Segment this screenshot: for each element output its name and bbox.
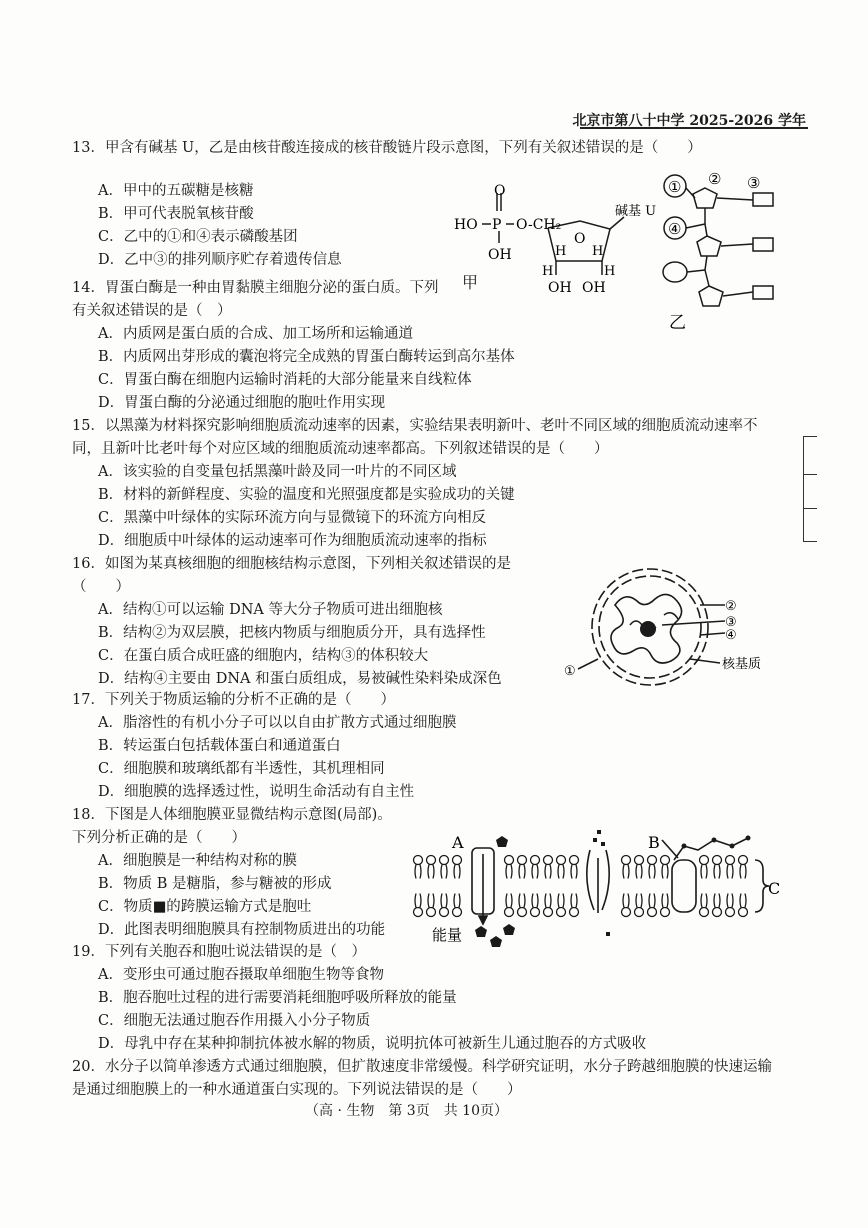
option-b: B．内质网出芽形成的囊泡将完全成熟的胃蛋白酶转运到高尔基体 — [98, 349, 515, 365]
option-a: A．变形虫可通过胞吞摄取单细胞生物等食物 — [98, 967, 384, 983]
marker-2: ② — [708, 170, 722, 188]
phospholipid-head — [648, 908, 657, 917]
phospholipid-tail — [532, 865, 538, 879]
option-a: A．该实验的自变量包括黑藻叶龄及同一叶片的不同区域 — [98, 464, 457, 480]
question-stem: 18．下图是人体细胞膜亚显微结构示意图(局部)。下列分析正确的是（ ） — [72, 807, 392, 846]
option-b: B．甲可代表脱氧核苷酸 — [98, 206, 254, 222]
phospholipid-head — [427, 856, 436, 865]
question-16 — [72, 553, 542, 691]
phospholipid-head — [661, 856, 670, 865]
fig16-nucleus-diagram — [560, 565, 790, 690]
label-c: C — [768, 879, 781, 898]
phospholipid-head — [544, 856, 553, 865]
phospholipid-head — [570, 856, 579, 865]
phospholipid-tail — [415, 865, 421, 879]
phospholipid-head — [713, 856, 722, 865]
phospholipid-head — [427, 908, 436, 917]
phospholipid-head — [635, 908, 644, 917]
phospholipid-head — [544, 908, 553, 917]
phospholipid-head — [739, 908, 748, 917]
phospholipid-tail — [571, 865, 577, 879]
phospholipid-head — [440, 856, 449, 865]
question-stem: 20．水分子以简单渗透方式通过细胞膜，但扩散速度非常缓慢。科学研究证明，水分子跨越细胞膜的快速运输是通过细胞膜上的一种水通道蛋白实现的。下列说法错误的是（ ） — [72, 1059, 772, 1098]
phospholipid-head — [531, 856, 540, 865]
option-d: D．结构④主要由 DNA 和蛋白质组成，易被碱性染料染成深色 — [98, 671, 502, 687]
phospholipid-tail — [428, 894, 434, 908]
chem-p: P — [492, 217, 502, 233]
binding-mark — [803, 436, 817, 437]
fig13-nucleotide-chain-yi — [655, 168, 780, 333]
option-d: D．此图表明细胞膜具有控制物质进出的功能 — [98, 922, 386, 938]
chem-och2: O-CH₂ — [516, 217, 562, 233]
phospholipid-head — [622, 908, 631, 917]
phospholipid-tail — [558, 865, 564, 879]
phospholipid-head — [414, 908, 423, 917]
binding-mark — [803, 541, 817, 542]
label-3: ③ — [725, 615, 737, 630]
question-15 — [72, 415, 782, 553]
question-17 — [72, 689, 782, 804]
question-stem: 15．以黑藻为材料探究影响细胞质流动速率的因素，实验结果表明新叶、老叶不同区域的细胞质流动速率不同，且新叶比老叶每个对应区域的细胞质流动速率都高。下列叙述错误的是（ ） — [72, 418, 758, 457]
label-a: A — [452, 833, 464, 852]
phospholipid-tail — [441, 865, 447, 879]
label-b: B — [648, 833, 660, 852]
phospholipid-head — [700, 856, 709, 865]
label-2: ② — [725, 599, 737, 614]
phospholipid-tail — [714, 865, 720, 879]
fig18-membrane-diagram — [410, 818, 790, 953]
phospholipid-tail — [545, 865, 551, 879]
question-stem: 13．甲含有碱基 U，乙是由核苷酸连接成的核苷酸链片段示意图，下列有关叙述错误的是（ ） — [72, 140, 702, 156]
school-header: 北京市第八十中学 2025-2026 学年 — [572, 113, 806, 129]
option-a: A．脂溶性的有机小分子可以以自由扩散方式通过细胞膜 — [98, 715, 457, 731]
label-1: ① — [564, 664, 576, 679]
phospholipid-head — [557, 856, 566, 865]
phospholipid-tail — [506, 865, 512, 879]
marker-4: ④ — [668, 220, 682, 238]
phospholipid-tail — [415, 894, 421, 908]
phospholipid-tail — [519, 894, 525, 908]
question-14-options — [72, 323, 782, 415]
page-footer: （高 · 生物 第 3页 共 10页） — [305, 1103, 508, 1119]
phospholipid-head — [635, 856, 644, 865]
energy-label: 能量 — [432, 926, 463, 944]
chem-oh: OH — [488, 247, 512, 263]
option-c: C．细胞膜和玻璃纸都有半透性，其机理相同 — [98, 761, 385, 777]
phospholipid-tail — [636, 894, 642, 908]
option-a: A．结构①可以运输 DNA 等大分子物质可进出细胞核 — [98, 602, 443, 618]
option-b: B．材料的新鲜程度、实验的温度和光照强度都是实验成功的关键 — [98, 487, 515, 503]
phospholipid-head — [726, 856, 735, 865]
phospholipid-tail — [558, 894, 564, 908]
option-b: B．物质 B 是糖脂，参与糖被的形成 — [98, 876, 332, 892]
question-18 — [72, 804, 402, 942]
phospholipid-head — [518, 908, 527, 917]
nucleoplasm-label: 核基质 — [722, 657, 762, 672]
question-stem: 19．下列有关胞吞和胞吐说法错误的是（ ） — [72, 944, 366, 960]
option-d: D．乙中③的排列顺序贮存着遗传信息 — [98, 252, 342, 268]
option-c: C．黑藻中叶绿体的实际环流方向与显微镜下的环流方向相反 — [98, 510, 487, 526]
phospholipid-head — [518, 856, 527, 865]
option-c: C．胃蛋白酶在细胞内运输时消耗的大部分能量来自线粒体 — [98, 372, 472, 388]
label-4: ④ — [725, 628, 737, 643]
phospholipid-tail — [727, 894, 733, 908]
option-d: D．母乳中存在某种抑制抗体被水解的物质，说明抗体可被新生儿通过胞吞的方式吸收 — [98, 1036, 647, 1052]
option-a: A．内质网是蛋白质的合成、加工场所和运输通道 — [98, 326, 413, 342]
marker-3: ③ — [747, 174, 761, 192]
option-d: D．细胞膜的选择透过性，说明生命活动有自主性 — [98, 784, 415, 800]
option-d: D．胃蛋白酶的分泌通过细胞的胞吐作用实现 — [98, 395, 386, 411]
phospholipid-head — [700, 908, 709, 917]
phospholipid-tail — [649, 865, 655, 879]
option-a: A．细胞膜是一种结构对称的膜 — [98, 853, 297, 869]
phospholipid-tail — [701, 865, 707, 879]
phospholipid-head — [557, 908, 566, 917]
option-c: C．细胞无法通过胞吞作用摄入小分子物质 — [98, 1013, 371, 1029]
chem-h: H — [592, 244, 604, 259]
chem-oh-ring: OH — [582, 280, 606, 296]
chem-h: H — [555, 244, 567, 259]
base-u-label: 碱基 U — [615, 204, 657, 219]
yi-label: 乙 — [669, 313, 686, 333]
question-20 — [72, 1056, 782, 1102]
phospholipid-head — [453, 856, 462, 865]
phospholipid-tail — [571, 894, 577, 908]
binding-bar — [803, 436, 804, 542]
phospholipid-head — [739, 856, 748, 865]
phospholipid-tail — [545, 894, 551, 908]
chem-ring-o: O — [574, 231, 586, 247]
phospholipid-tail — [623, 865, 629, 879]
phospholipid-tail — [506, 894, 512, 908]
phospholipid-tail — [740, 894, 746, 908]
option-b: B．结构②为双层膜，把核内物质与细胞质分开，具有选择性 — [98, 625, 486, 641]
chem-h: H — [542, 264, 554, 279]
header-rule — [580, 127, 808, 129]
phospholipid-head — [570, 908, 579, 917]
phospholipid-tail — [649, 894, 655, 908]
phospholipid-head — [414, 856, 423, 865]
question-14 — [72, 277, 452, 323]
phospholipid-head — [713, 908, 722, 917]
option-b: B．胞吞胞吐过程的进行需要消耗细胞呼吸所释放的能量 — [98, 990, 457, 1006]
question-stem: 17．下列关于物质运输的分析不正确的是（ ） — [72, 692, 395, 708]
option-c: C．在蛋白质合成旺盛的细胞内，结构③的体积较大 — [98, 648, 429, 664]
phospholipid-head — [440, 908, 449, 917]
chem-oh-ring: OH — [548, 280, 572, 296]
phospholipid-head — [505, 856, 514, 865]
phospholipid-head — [505, 908, 514, 917]
phospholipid-tail — [532, 894, 538, 908]
binding-mark — [803, 474, 817, 475]
phospholipid-tail — [636, 865, 642, 879]
phospholipid-tail — [454, 894, 460, 908]
chem-o-top: O — [494, 183, 506, 199]
chem-ho: HO — [454, 217, 478, 233]
phospholipid-tail — [662, 894, 668, 908]
phospholipid-tail — [727, 865, 733, 879]
phospholipid-tail — [519, 865, 525, 879]
phospholipid-head — [453, 908, 462, 917]
option-a: A．甲中的五碳糖是核糖 — [98, 183, 254, 199]
fig13-nucleotide-jia — [452, 183, 657, 298]
option-b: B．转运蛋白包括载体蛋白和通道蛋白 — [98, 738, 341, 754]
phospholipid-head — [531, 908, 540, 917]
option-c: C．物质■的跨膜运输方式是胞吐 — [98, 899, 312, 915]
phospholipid-tail — [714, 894, 720, 908]
jia-label: 甲 — [462, 273, 479, 292]
phospholipid-tail — [623, 894, 629, 908]
chem-h: H — [604, 264, 616, 279]
phospholipid-head — [648, 856, 657, 865]
option-d: D．细胞质中叶绿体的运动速率可作为细胞质流动速率的指标 — [98, 533, 487, 549]
marker-1: ① — [668, 178, 682, 196]
question-19 — [72, 941, 782, 1056]
option-c: C．乙中的①和④表示磷酸基团 — [98, 229, 298, 245]
binding-mark — [803, 508, 817, 509]
phospholipid-tail — [662, 865, 668, 879]
phospholipid-head — [661, 908, 670, 917]
question-stem: 16．如图为某真核细胞的细胞核结构示意图，下列相关叙述错误的是（ ） — [72, 556, 511, 595]
phospholipid-tail — [701, 894, 707, 908]
phospholipid-tail — [740, 865, 746, 879]
phospholipid-tail — [441, 894, 447, 908]
phospholipid-head — [622, 856, 631, 865]
question-stem: 14．胃蛋白酶是一种由胃黏膜主细胞分泌的蛋白质。下列有关叙述错误的是（ ） — [72, 280, 439, 319]
phospholipid-tail — [428, 865, 434, 879]
phospholipid-tail — [454, 865, 460, 879]
phospholipid-head — [726, 908, 735, 917]
